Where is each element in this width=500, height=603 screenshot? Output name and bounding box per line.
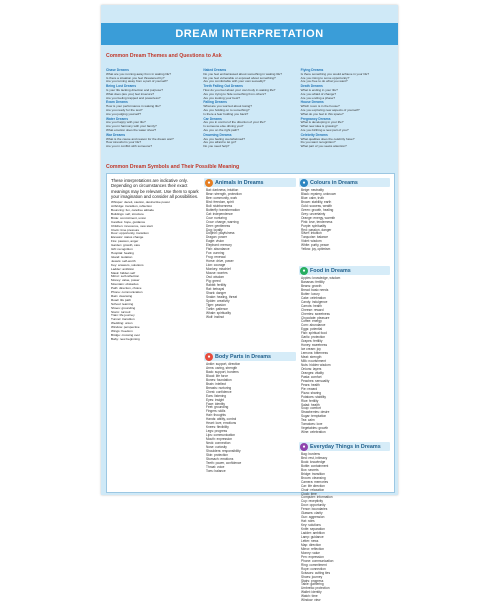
symbol-entry: Dog: loyalty xyxy=(206,227,223,232)
symbol-entry: Violet: wisdom xyxy=(301,239,322,244)
palette-icon: ● xyxy=(300,179,308,187)
symbol-entry: Glasses: clarity xyxy=(301,511,323,516)
intro-list-item: Jewels: self-worth xyxy=(111,258,136,263)
symbol-entry: Eggs: potential xyxy=(301,327,323,332)
symbol-entry: Throat: voice xyxy=(206,464,225,469)
symbol-entry: Honey: sweetness xyxy=(301,343,328,348)
symbol-entry: Whale: spirituality xyxy=(206,310,231,315)
symbol-entry: Monkey: mischief xyxy=(206,267,231,272)
dream-poster xyxy=(101,5,398,603)
question-heading: House Dreams xyxy=(300,100,324,105)
symbol-entry: Vegetables: growth xyxy=(301,426,329,431)
symbol-entry: Cow: nurturing xyxy=(206,215,227,220)
symbol-entry: Peaches: sensuality xyxy=(301,378,330,383)
poster-title: DREAM INTERPRETATION xyxy=(101,23,398,45)
symbol-entry: Wine: celebration xyxy=(301,430,326,435)
intro-list-item: Road: life path xyxy=(111,297,131,302)
symbol-entry: Mirror: reflection xyxy=(301,546,325,551)
symbol-entry: Brown: stability, earth xyxy=(301,199,332,204)
question-line: What is the cause and reason for the dream war? xyxy=(106,136,174,141)
intro-list-item: Mirror: self-reflection xyxy=(111,274,140,279)
symbol-entry: Bridge: transition xyxy=(301,471,325,476)
symbol-entry: Cake: celebration xyxy=(301,295,326,300)
intro-list-item: Door: opportunity, transition xyxy=(111,231,149,236)
question-line: Are you happy with your life? xyxy=(106,120,146,125)
question-line: Are you feeling overwhelmed? xyxy=(203,136,245,141)
symbol-entry: Teeth: power, confidence xyxy=(206,460,242,465)
intro-list-item: Money: value, power xyxy=(111,278,140,283)
symbol-entry: Umbrella: protection xyxy=(301,586,330,591)
intro-list-item: Ladder: ambition xyxy=(111,266,135,271)
intro-list-item: Mask: hidden self xyxy=(111,270,136,275)
intro-list-item: Baby: new beginning xyxy=(111,336,140,341)
symbol-entry: Rope: connection xyxy=(301,566,326,571)
question-line: Are you trying to hide something from others? xyxy=(203,91,266,96)
question-line: Do you need help? xyxy=(203,144,230,149)
question-line: Are you ending a phase? xyxy=(300,95,336,100)
symbol-entry: Beige: neutrality xyxy=(301,188,324,192)
question-heading: Being Lost Dreams xyxy=(106,84,137,89)
section-list-body xyxy=(206,363,296,474)
symbol-entry: Horse: drive, power xyxy=(206,259,234,264)
question-line: Are you afraid of change? xyxy=(300,91,337,96)
symbol-entry: Onions: layers xyxy=(301,366,322,371)
symbol-entry: Ankle: support, direction xyxy=(206,362,241,366)
symbol-entry: Purple: spirituality xyxy=(301,223,327,228)
question-line: Are you rising to some opportunity? xyxy=(300,75,350,80)
intro-list-item: Garden: growth, care xyxy=(111,243,141,248)
question-heading: Flying Dreams xyxy=(300,68,324,72)
symbol-entry: Hat: roles xyxy=(301,519,315,524)
symbols-panel xyxy=(106,173,395,603)
question-line: Are you exploring new aspects of yourself? xyxy=(300,107,360,112)
symbol-entry: Chest: confidence xyxy=(206,389,232,394)
intro-list-item: Clock: time pressure xyxy=(111,227,140,232)
question-column xyxy=(301,68,393,149)
symbol-entry: Fish: spiritual food xyxy=(301,331,327,336)
symbol-entry: Skin: protection xyxy=(206,452,228,457)
symbol-entry: Turquoise: balance xyxy=(301,235,328,240)
question-line: What part of you seeks attention? xyxy=(300,144,347,149)
symbol-entry: Ice cream: joy xyxy=(301,347,321,352)
question-line: Are you ready for the test? xyxy=(106,107,143,112)
question-line: Are you on the right path? xyxy=(203,127,239,132)
symbol-entry: Book: knowledge xyxy=(301,459,326,464)
symbol-entry: Face: identity xyxy=(206,401,225,406)
body-icon: ● xyxy=(205,353,213,361)
intro-list-item: Window: perspective xyxy=(111,325,140,330)
intro-list-item: Shoes: grounding xyxy=(111,305,136,310)
symbol-entry: Cat: independence xyxy=(206,211,233,216)
symbol-entry: Milk: nourishment xyxy=(301,359,326,364)
symbol-entry: Toes: balance xyxy=(206,468,226,473)
question-line: Are you in control of the direction of your life? xyxy=(203,120,266,125)
symbol-entry: Strawberries: desire xyxy=(301,410,330,415)
food-icon: ● xyxy=(300,267,308,275)
symbol-entry: Window: view xyxy=(301,598,321,603)
question-heading: Naked Dreams xyxy=(203,68,227,72)
question-line: What do you feel in this space? xyxy=(300,111,344,116)
intro-list-item: Gift: recognition xyxy=(111,247,133,252)
symbol-entry: Mouth: expression xyxy=(206,437,233,442)
question-line: Is someone else driving you? xyxy=(203,124,244,129)
symbol-entry: Coffee: energy xyxy=(301,319,322,324)
question-line: Are you free to do what you want? xyxy=(300,79,348,84)
symbol-entry: Hands: ability, control xyxy=(206,417,237,422)
symbol-entry: Tea: calm xyxy=(301,418,315,423)
intro-paragraph: These interpretations are indicative only. Depending on circumstances their exact meanings may be relevant. Use them to spark your imagination and consider all possibilities. xyxy=(111,178,199,199)
symbol-entry: Pen: expression xyxy=(301,554,324,559)
symbol-entry: Grapes: fertility xyxy=(301,339,323,344)
symbol-entry: Dolphin: playfulness xyxy=(206,231,235,236)
question-heading: Water Dreams xyxy=(106,116,129,121)
section-head-animals: ● Animals in Dreams xyxy=(204,178,296,187)
question-line: How is your performance in waking life? xyxy=(106,104,161,109)
question-line: Are you in conflict with someone? xyxy=(106,144,153,149)
section-head-everyday: ● Everyday Things in Dreams xyxy=(299,442,390,451)
symbol-entry: Butterfly: transformation xyxy=(206,207,240,212)
symbol-entry: Bee: community, work xyxy=(206,195,238,200)
paw-icon: ● xyxy=(205,179,213,187)
symbol-entry: Frog: renewal xyxy=(206,255,226,260)
symbol-entry: Bones: foundation xyxy=(206,377,232,382)
symbol-entry: Fish: abundance xyxy=(206,247,230,252)
question-heading: War Dreams xyxy=(106,132,126,137)
intro-list-item: Path: direction, choice xyxy=(111,286,142,291)
symbol-entry: Computer: information xyxy=(301,495,333,500)
symbol-entry: White: purity, peace xyxy=(301,243,329,248)
symbol-entry: Ears: listening xyxy=(206,393,227,398)
symbol-entry: Chair: relaxation xyxy=(301,487,325,492)
symbol-entry: Eyes: insight xyxy=(206,397,225,402)
symbol-entry: Corn: abundance xyxy=(301,323,326,328)
symbol-entry: Shoes: journey xyxy=(301,574,323,579)
intro-list-item: Candles: hope, guidance xyxy=(111,219,146,224)
intro-list-item: Wings: freedom xyxy=(111,329,133,334)
symbol-entry: Tomatoes: love xyxy=(301,422,323,427)
symbol-entry: Clock: time xyxy=(301,491,317,496)
symbol-entry: Salad: health xyxy=(301,402,320,407)
symbol-entry: Snake: healing, threat xyxy=(206,294,238,299)
question-heading: Death Dreams xyxy=(300,84,323,89)
symbol-entry: Stomach: emotions xyxy=(206,456,234,461)
symbol-entry: Letter: news xyxy=(301,538,319,543)
questions-heading: Common Dream Themes and Questions to Ask xyxy=(106,53,222,59)
intro-text xyxy=(111,178,199,342)
symbol-entry: Box: secrets xyxy=(301,467,319,472)
symbol-entry: Bag: burdens xyxy=(301,452,320,456)
symbol-entry: Beans: growth xyxy=(301,283,322,288)
symbol-entry: Feet: grounding xyxy=(206,405,229,410)
section-head-colours: ● Colours in Dreams xyxy=(299,178,390,187)
question-heading: Car Dreams xyxy=(203,116,222,121)
symbol-entry: Heart: love, emotions xyxy=(206,421,237,426)
question-heading: Exam Dreams xyxy=(106,100,128,105)
intro-list-item: Bridge: crossing over xyxy=(111,333,141,337)
intro-list-item: Hospital: healing xyxy=(111,250,134,255)
symbol-entry: Chocolate: pleasure xyxy=(301,315,330,320)
symbol-entry: Door: opportunity xyxy=(301,503,326,508)
intro-list-item: Rain: cleansing xyxy=(111,293,133,298)
symbol-entry: Bread: basic needs xyxy=(301,287,329,292)
question-line: How stressful is your life? xyxy=(106,140,142,145)
symbol-entry: Bear: strength, protection xyxy=(206,191,242,196)
symbol-entry: Black: mystery, unknown xyxy=(301,191,337,196)
symbol-entry: Camera: memories xyxy=(301,479,329,484)
symbol-entry: Carrots: health xyxy=(301,303,322,308)
question-line: Is your life lacking direction and purpose? xyxy=(106,87,163,92)
question-line: Are you afraid to let go? xyxy=(203,140,237,145)
symbol-entry: Hair: thoughts xyxy=(206,413,226,418)
intro-list-item: School: learning xyxy=(111,301,134,306)
symbol-entry: Butter: luxury xyxy=(301,291,320,296)
symbol-entry: Breasts: nurturing xyxy=(206,385,232,390)
symbol-entry: Sugar: temptation xyxy=(301,414,327,419)
symbol-entry: Phone: communication xyxy=(301,558,334,563)
symbol-entry: Arms: caring, strength xyxy=(206,365,238,370)
question-line: Are you holding on to something? xyxy=(203,107,250,112)
symbol-entry: Legs: progress xyxy=(206,429,228,434)
intro-list-item: Bride: commitment, union xyxy=(111,215,147,220)
symbol-entry: Map: direction xyxy=(301,542,322,547)
symbol-entry: Bat: darkness, intuition xyxy=(206,188,239,192)
section-list-food xyxy=(301,277,389,435)
symbol-entry: Pig: greed xyxy=(206,278,221,283)
intro-list-item: Whisper: deceit, caution, destructive power xyxy=(111,200,170,205)
intro-list-item: Key: answers, solutions xyxy=(111,262,144,267)
symbol-entry: Pie: reward xyxy=(301,386,318,391)
symbol-entry: Bananas: fertility xyxy=(301,279,325,284)
symbol-entry: Gun: aggression xyxy=(301,515,325,520)
symbol-entry: Broom: cleansing xyxy=(301,475,326,480)
symbol-entry: Eagle: vision xyxy=(206,239,225,244)
section-head-body: ● Body Parts in Dreams xyxy=(204,352,296,361)
symbol-entry: Meat: strength xyxy=(301,355,322,360)
intro-list-item: Island: isolation xyxy=(111,254,133,259)
symbol-entry: Red: passion, danger xyxy=(301,227,332,232)
symbol-entry: Pasta: comfort xyxy=(301,374,322,379)
symbol-entry: Fox: cunning xyxy=(206,251,225,256)
symbol-entry: Scissors: cutting ties xyxy=(301,570,331,575)
symbol-entry: Lamp: guidance xyxy=(301,535,324,540)
intro-list-item: Children: innocence, new start xyxy=(111,223,153,228)
question-line: What qualities does the celebrity have? xyxy=(300,136,355,141)
question-line: Do you want recognition? xyxy=(300,140,336,145)
symbol-entry: Mouse: worries xyxy=(206,271,228,276)
symbol-entry: Candy: indulgence xyxy=(301,299,328,304)
symbol-entry: Back: support, burdens xyxy=(206,369,239,374)
symbol-entry: Lemons: bitterness xyxy=(301,351,328,356)
symbol-entry: Blood: life force xyxy=(206,373,228,378)
intro-list-item: Bouncing: fun, carefree attitude xyxy=(111,208,154,212)
symbol-entry: Rabbit: fertility xyxy=(206,282,227,287)
intro-list-item: Mountain: obstacles xyxy=(111,282,139,287)
questions-grid xyxy=(106,68,393,149)
question-line: Do you feel embarrassed about something in waking life? xyxy=(203,71,282,76)
symbol-entry: Bed: rest, intimacy xyxy=(301,455,328,460)
symbol-entry: Orange: energy, warmth xyxy=(301,215,336,220)
symbol-entry: Table: gathering xyxy=(301,582,324,587)
symbol-entry: Pears: health xyxy=(301,382,320,387)
question-heading: Drowning Dreams xyxy=(203,132,232,137)
symbol-entry: Bird: freedom, spirit xyxy=(206,199,234,204)
symbol-entry: Shoulders: responsibility xyxy=(206,448,241,453)
symbol-entry: Apples: knowledge, wisdom xyxy=(301,276,341,280)
symbol-entry: Yellow: joy, optimism xyxy=(301,247,331,252)
question-heading: Teeth Falling Out Dreams xyxy=(203,84,244,89)
question-line: What does (are you) feel insecure? xyxy=(106,91,155,96)
section-list-animals xyxy=(206,189,296,319)
symbol-entry: Soup: comfort xyxy=(301,406,321,411)
symbol-entry: Bottle: containment xyxy=(301,463,329,468)
question-line: What emotion does the water show? xyxy=(106,127,157,132)
question-line: What is developing in your life? xyxy=(300,120,344,125)
question-line: How do you feel about your own body in waking life? xyxy=(203,87,276,92)
section-head-food: ● Food in Dreams xyxy=(299,266,390,275)
question-line: Are you in harmony with your family? xyxy=(106,124,157,129)
symbol-entry: Money: value xyxy=(301,550,320,555)
symbol-entry: Neck: connection xyxy=(206,441,231,446)
question-line: Which room is in the house? xyxy=(300,104,340,109)
symbol-entry: Knife: separation xyxy=(301,527,325,532)
symbol-entry: Watch: time xyxy=(301,594,318,599)
symbol-entry: Cherries: sweetness xyxy=(301,311,330,316)
intro-list xyxy=(111,201,199,342)
symbol-entry: Rat: betrayal xyxy=(206,286,225,291)
symbol-entry: Wallet: identity xyxy=(301,590,322,595)
question-line: Are you looking your best? xyxy=(203,95,240,100)
intro-list-item: Storm: turmoil xyxy=(111,309,131,314)
intro-list-item: Wedding: union xyxy=(111,321,133,326)
symbol-entry: Wolf: instinct xyxy=(206,314,225,319)
question-line: What new idea is growing? xyxy=(300,124,338,129)
symbol-entry: Bull: stubbornness xyxy=(206,203,233,208)
symbol-entry: Deer: gentleness xyxy=(206,223,231,228)
symbol-entry: Gold: success, wealth xyxy=(301,203,333,208)
house-icon: ● xyxy=(300,443,308,451)
intro-list-item: Phone: communication xyxy=(111,290,143,295)
symbol-entry: Potatoes: stability xyxy=(301,394,326,399)
question-heading: Celebrity Dreams xyxy=(300,132,328,137)
question-line: Are you comfortable with your own sexuality? xyxy=(203,79,266,84)
symbol-entry: Dragon: power xyxy=(206,235,227,240)
question-column xyxy=(106,68,198,149)
symbol-entry: Shark: danger xyxy=(206,290,227,295)
symbol-entry: Pizza: sharing xyxy=(301,390,322,395)
intro-list-item: Fire: passion, anger xyxy=(111,239,139,244)
symbols-heading: Common Dream Symbols and Their Possible Meaning xyxy=(106,164,240,170)
symbol-entry: Nuts: hidden wisdom xyxy=(301,362,331,367)
intro-list-item: Train: life journey xyxy=(111,313,135,318)
symbol-entry: Oranges: vitality xyxy=(301,370,324,375)
question-column xyxy=(203,68,295,149)
question-line: Are you feeling trapped and powerless? xyxy=(106,95,161,100)
symbol-entry: Car: life direction xyxy=(301,483,325,488)
intro-list-item: Elevator: status change xyxy=(111,235,144,240)
symbol-entry: Green: growth, healing xyxy=(301,207,334,212)
question-line: Is there a fear holding you back? xyxy=(203,111,249,116)
question-line: Is there a situation you feel threatened by? xyxy=(106,75,165,80)
symbol-entry: Pink: love, tenderness xyxy=(301,219,333,224)
section-list-colours xyxy=(301,189,389,252)
symbol-entry: Grey: uncertainty xyxy=(301,211,326,216)
symbol-entry: Elephant: memory xyxy=(206,243,232,248)
intro-list-item: Tunnel: transition xyxy=(111,317,135,322)
section-list-everyday xyxy=(301,453,389,603)
symbol-entry: Owl: wisdom xyxy=(206,274,225,279)
symbol-entry: Knees: flexibility xyxy=(206,425,229,430)
question-heading: Falling Dreams xyxy=(203,100,227,105)
question-line: Are you turning away from a part of yourself? xyxy=(106,79,168,84)
symbol-entry: Lips: communication xyxy=(206,433,236,438)
question-line: Is there something you would achieve in your life? xyxy=(300,71,370,76)
question-heading: Pregnancy Dreams xyxy=(300,116,331,121)
question-line: What are you running away from in waking life? xyxy=(106,71,172,76)
symbol-entry: Garlic: protection xyxy=(301,335,326,340)
symbol-entry: Brain: intellect xyxy=(206,381,227,386)
symbol-entry: Cup: receptivity xyxy=(301,499,323,504)
question-line: Are you judging yourself? xyxy=(106,111,141,116)
symbol-entry: Rice: fertility xyxy=(301,398,319,403)
symbol-entry: Crow: change, warning xyxy=(206,219,239,224)
question-line: Are you birthing a new part of you? xyxy=(300,127,349,132)
symbol-entry: Tiger: passion xyxy=(206,302,226,307)
intro-list-item: Buildings: self, structure xyxy=(111,211,144,216)
symbol-entry: Key: solutions xyxy=(301,523,321,528)
symbol-entry: Fingers: skills xyxy=(206,409,226,414)
symbol-entry: Lion: courage xyxy=(206,263,226,268)
symbol-entry: Nose: curiosity xyxy=(206,445,227,450)
question-line: What is ending in your life? xyxy=(300,87,338,92)
question-line: What are you worried about losing? xyxy=(203,104,252,109)
symbol-entry: Stairs: progress xyxy=(301,578,324,583)
question-heading: Chase Dreams xyxy=(106,68,129,72)
symbol-entry: Ring: commitment xyxy=(301,562,327,567)
symbol-entry: Spider: creativity xyxy=(206,298,230,303)
question-line: Do you feel vulnerable or exposed about something? xyxy=(203,75,276,80)
symbol-entry: Blue: calm, truth xyxy=(301,195,325,200)
intro-list-item: Airbridge: transition, reflection xyxy=(111,204,152,209)
symbol-entry: Ladder: ambition xyxy=(301,531,325,536)
symbol-entry: Silver: intuition xyxy=(301,231,322,236)
symbol-entry: Fence: boundaries xyxy=(301,507,328,512)
symbol-entry: Cheese: reward xyxy=(301,307,324,312)
symbol-entry: Turtle: patience xyxy=(206,306,228,311)
